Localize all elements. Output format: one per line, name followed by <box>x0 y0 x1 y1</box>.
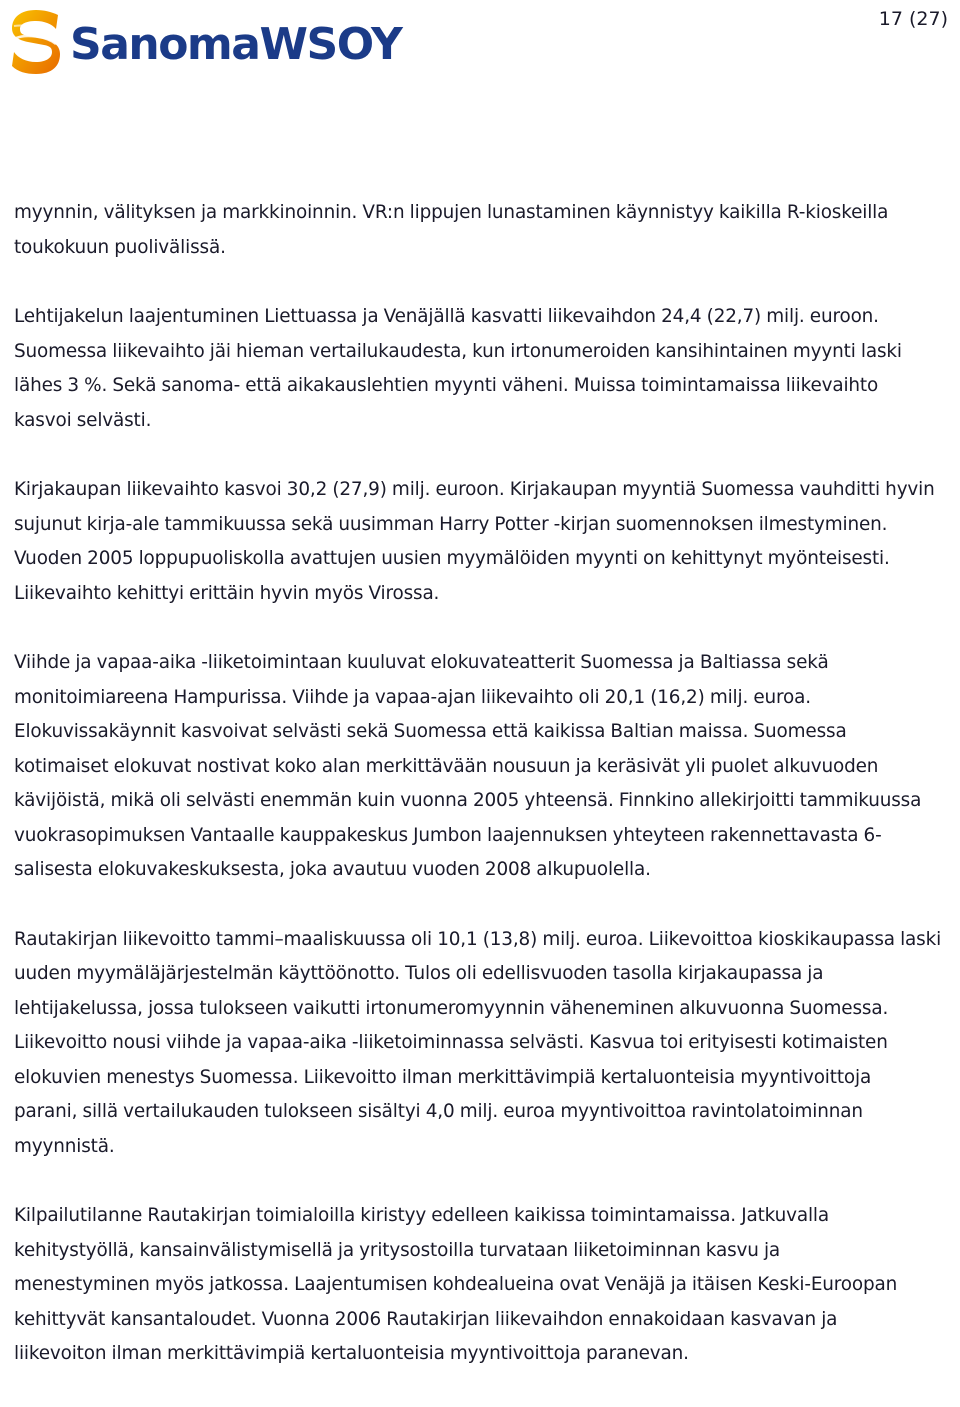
document-body <box>14 196 958 1407</box>
text-line: Lehtijakelun laajentuminen Liettuassa ja Venäjällä kasvatti liikevaihdon 24,4 (22,7) milj. euroon. <box>14 306 879 327</box>
paragraph <box>14 196 958 265</box>
paragraph <box>14 923 958 1165</box>
text-line: myynnin, välityksen ja markkinoinnin. VR:n lippujen lunastaminen käynnistyy kaikilla R-kioskeilla <box>14 202 889 223</box>
text-line: Viihde ja vapaa-aika -liiketoimintaan kuuluvat elokuvateatterit Suomessa ja Baltiassa sekä <box>14 652 829 673</box>
text-line: kehitystyöllä, kansainvälistymisellä ja yritysostoilla turvataan liiketoiminnan kasvu ja <box>14 1239 781 1261</box>
text-line: Liikevoitto nousi viihde ja vapaa-aika -liiketoiminnassa selvästi. Kasvua toi erityisesti kotimaisten <box>14 1032 888 1053</box>
page-number: 17 (27) <box>878 8 948 30</box>
text-line: Elokuvissakäynnit kasvoivat selvästi sekä Suomessa että kaikissa Baltian maissa. Suomessa <box>14 721 847 742</box>
text-line: uuden myymäläjärjestelmän käyttöönotto. Tulos oli edellisvuoden tasolla kirjakaupassa ja <box>14 963 824 984</box>
text-line: myynnistä. <box>14 1135 115 1157</box>
paragraph <box>14 646 958 888</box>
page-header <box>0 0 960 90</box>
text-line: kävijöistä, mikä oli selvästi enemmän kuin vuonna 2005 yhteensä. Finnkino allekirjoitti tammikuussa <box>14 790 922 811</box>
text-line: Suomessa liikevaihto jäi hieman vertailukaudesta, kun irtonumeroiden kansihintainen myynti laski <box>14 340 902 362</box>
text-line: lähes 3 %. Sekä sanoma- että aikakauslehtien myynti väheni. Muissa toimintamaissa liikevaihto <box>14 375 879 396</box>
text-line: salisesta elokuvakeskuksesta, joka avautuu vuoden 2008 alkupuolella. <box>14 859 651 880</box>
text-line: kasvoi selvästi. <box>14 409 152 431</box>
text-line: monitoimiareena Hampurissa. Viihde ja vapaa-ajan liikevaihto oli 20,1 (16,2) milj. euroa. <box>14 686 811 708</box>
text-line: kotimaiset elokuvat nostivat koko alan merkittävään nousuun ja keräsivät yli puolet alkuvuoden <box>14 755 879 777</box>
text-line: Kilpailutilanne Rautakirjan toimialoilla kiristyy edelleen kaikissa toimintamaissa. Jatkuvalla <box>14 1205 829 1226</box>
text-line: parani, sillä vertailukauden tulokseen sisältyi 4,0 milj. euroa myyntivoittoa ravintolatoiminnan <box>14 1101 863 1122</box>
text-line: sujunut kirja-ale tammikuussa sekä uusimman Harry Potter -kirjan suomennoksen ilmestyminen. <box>14 513 888 535</box>
sanomawsoy-emblem-icon <box>6 6 66 78</box>
text-line: Liikevaihto kehittyi erittäin hyvin myös Virossa. <box>14 582 440 604</box>
text-line: Kirjakaupan liikevaihto kasvoi 30,2 (27,9) milj. euroon. Kirjakaupan myyntiä Suomessa vauhditti hyvin <box>14 479 935 500</box>
text-line: toukokuun puolivälissä. <box>14 236 226 258</box>
text-line: Vuoden 2005 loppupuoliskolla avattujen uusien myymälöiden myynti on kehittynyt myönteisesti. <box>14 548 890 569</box>
logo-wordmark: SanomaWSOY <box>70 19 402 70</box>
text-line: lehtijakelussa, jossa tulokseen vaikutti irtonumeromyynnin väheneminen alkuvuonna Suomessa. <box>14 997 889 1019</box>
paragraph <box>14 300 958 438</box>
company-logo <box>6 6 402 78</box>
text-line: Rautakirjan liikevoitto tammi–maaliskuussa oli 10,1 (13,8) milj. euroa. Liikevoittoa kioskikaupassa laski <box>14 928 942 950</box>
text-line: elokuvien menestys Suomessa. Liikevoitto ilman merkittävimpiä kertaluonteisia myyntivoittoja <box>14 1066 872 1088</box>
paragraph <box>14 473 958 611</box>
paragraph <box>14 1199 958 1372</box>
text-line: liikevoiton ilman merkittävimpiä kertaluonteisia myyntivoittoja paranevan. <box>14 1343 689 1364</box>
text-line: vuokrasopimuksen Vantaalle kauppakeskus Jumbon laajennuksen yhteyteen rakennettavasta 6- <box>14 824 882 846</box>
text-line: kehittyvät kansantaloudet. Vuonna 2006 Rautakirjan liikevaihdon ennakoidaan kasvavan ja <box>14 1308 838 1330</box>
text-line: menestyminen myös jatkossa. Laajentumisen kohdealueina ovat Venäjä ja itäisen Keski-Euroopan <box>14 1274 898 1295</box>
